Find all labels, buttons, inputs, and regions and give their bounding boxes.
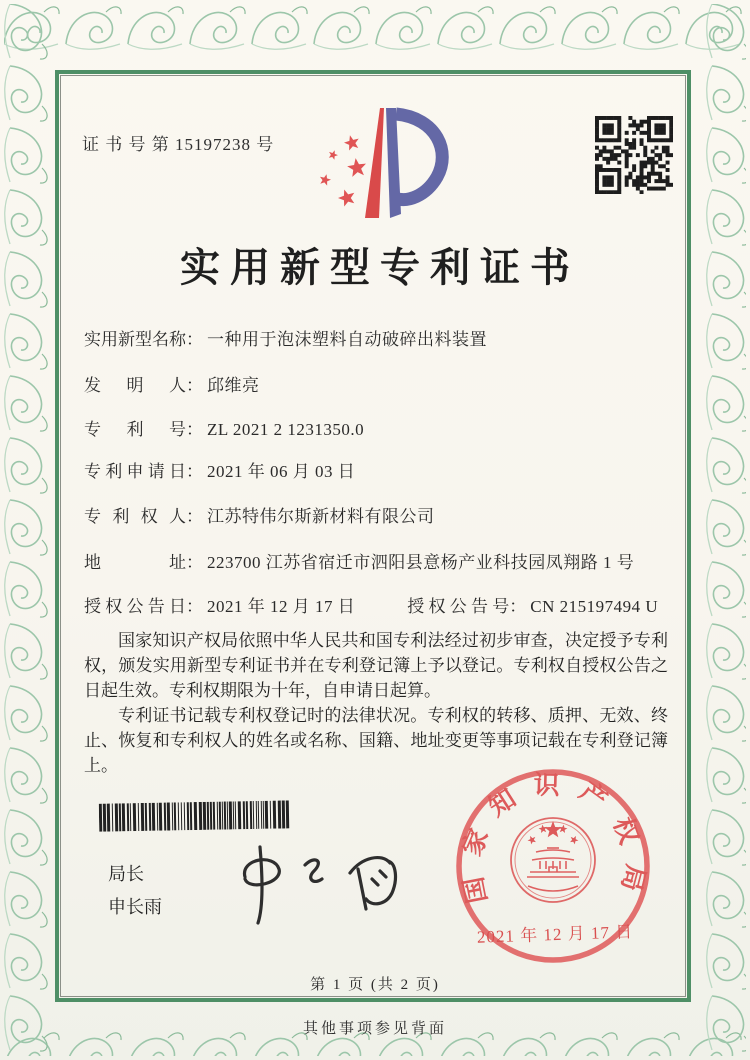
cnipa-logo-icon (295, 100, 455, 225)
certificate-number: 证 书 号 第 15197238 号 (82, 135, 275, 154)
handwritten-signature-icon (200, 835, 410, 935)
field-value: CN 215197494 U (530, 597, 659, 616)
legal-paragraphs (84, 628, 668, 778)
field-row-patentee (84, 502, 435, 527)
field-row-grant-date-and-number (84, 592, 658, 617)
field-row-filing-date (84, 457, 355, 482)
qr-code-icon (595, 116, 673, 194)
seal-text: 国家知识产权局 (455, 770, 651, 911)
officer-name: 申长雨 (108, 897, 162, 917)
field-value: ZL 2021 2 1231350.0 (207, 420, 365, 439)
paragraph-register-statement: 专利证书记载专利权登记时的法律状况。专利权的转移、质押、无效、终止、恢复和专利权人的姓名或名称、国籍、地址变更等事项记载在专利登记簿上。 (84, 706, 668, 775)
field-colon: ： (186, 330, 203, 349)
field-label: 实用新型名称 (84, 330, 186, 349)
officer-title: 局长 (108, 864, 144, 884)
svg-text:国家知识产权局 (456, 771, 651, 911)
field-row-patent-number (84, 415, 364, 440)
seal-national-emblem (511, 818, 595, 902)
officer-block (108, 858, 162, 924)
certificate-title: 实用新型专利证书 (180, 245, 580, 290)
field-value: 2021 年 06 月 03 日 (207, 462, 356, 481)
field-colon: ： (186, 376, 203, 395)
field-label: 专利申请日 (84, 462, 186, 481)
field-colon: ： (186, 597, 203, 616)
barcode-icon (99, 800, 295, 831)
page-number: 第 1 页 (共 2 页) (310, 977, 440, 993)
field-value: 2021 年 12 月 17 日 (207, 597, 356, 616)
field-label: 发明人 (84, 376, 186, 395)
field-label: 地址 (84, 553, 186, 572)
field-row-invention-name (84, 325, 487, 350)
field-value: 邱维亮 (207, 376, 260, 395)
field-colon: ： (186, 420, 203, 439)
field-colon: ： (509, 597, 527, 616)
field-value: 江苏特伟尔斯新材料有限公司 (207, 507, 435, 526)
paragraph-grant-statement: 国家知识产权局依照中华人民共和国专利法经过初步审查，决定授予专利权，颁发实用新型专利证书并在专利登记簿上予以登记。专利权自授权公告之日起生效。专利权期限为十年，自申请日起算。 (84, 631, 668, 700)
seal-date: 2021 年 12 月 17 日 (476, 922, 634, 947)
field-row-inventor (84, 371, 260, 396)
field-value: 223700 江苏省宿迁市泗阳县意杨产业科技园凤翔路 1 号 (207, 553, 635, 572)
field-label: 专利权人 (84, 507, 186, 526)
field-label: 专利号 (84, 420, 186, 439)
back-note: 其他事项参见背面 (302, 1021, 447, 1037)
field-label: 授权公告号 (407, 597, 510, 616)
field-colon: ： (186, 507, 203, 526)
field-colon: ： (186, 462, 203, 481)
field-value: 一种用于泡沫塑料自动破碎出料装置 (207, 330, 487, 349)
field-colon: ： (186, 553, 203, 572)
field-row-address (84, 548, 634, 573)
field-label: 授权公告日 (84, 597, 186, 616)
